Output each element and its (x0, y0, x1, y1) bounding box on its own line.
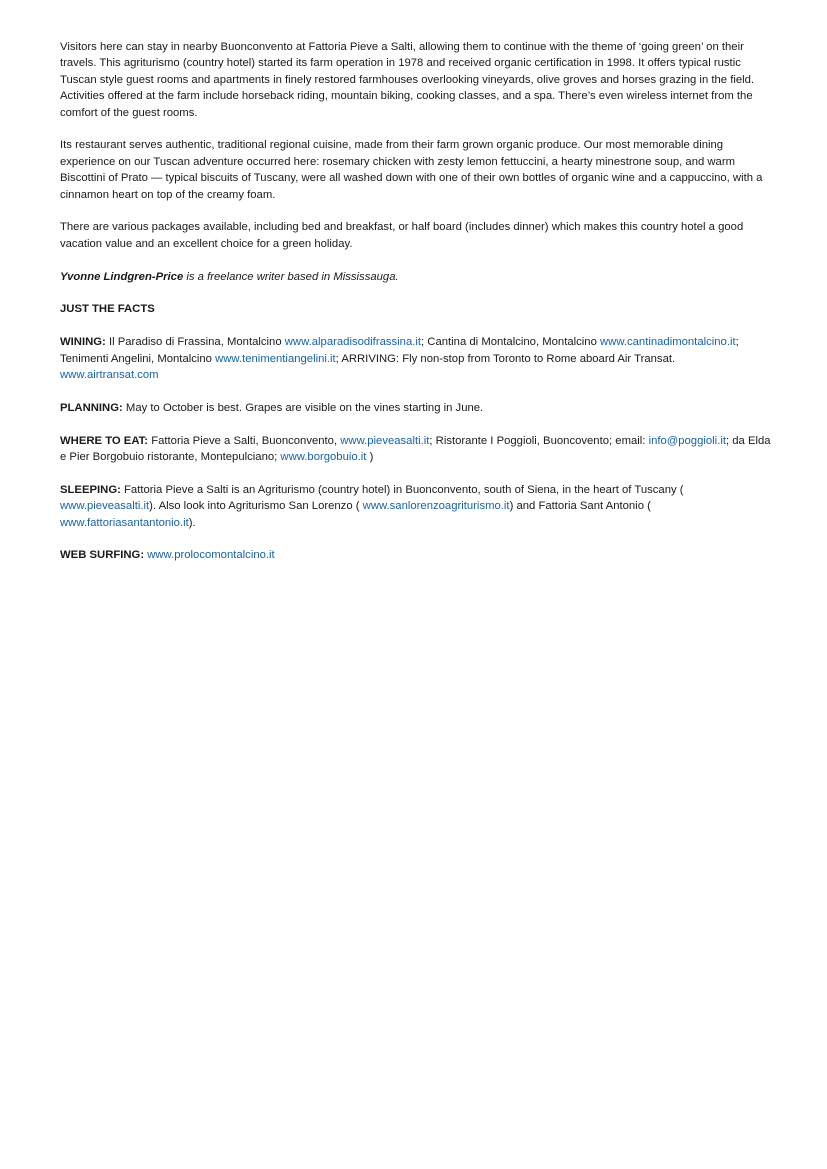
link-prolocomontalcino[interactable]: www.prolocomontalcino.it (147, 549, 275, 562)
author-byline (60, 269, 776, 285)
fact-wining (60, 334, 776, 383)
fact-label-web-surfing: WEB SURFING: (60, 549, 145, 562)
link-sanlorenzoagriturismo[interactable]: www.sanlorenzoagriturismo.it (362, 500, 510, 513)
fact-label-wining: WINING: (60, 336, 106, 349)
author-name: Yvonne Lindgren-Price (60, 270, 184, 283)
link-cantinadimontalcino[interactable]: www.cantinadimontalcino.it (600, 336, 736, 349)
fact-text: ) (366, 451, 374, 464)
fact-label-where-to-eat: WHERE TO EAT: (60, 434, 149, 447)
link-tenimentiangelini[interactable]: www.tenimentiangelini.it (215, 352, 336, 365)
fact-text: ). Also look into Agriturismo San Lorenzo ( (149, 500, 363, 513)
fact-text: ; ARRIVING: Fly non-stop from Toronto to Rome aboard Air Transat. (335, 352, 676, 365)
fact-text: ; da Elda e Pier Borgobuio ristorante, Montepulciano; (60, 434, 771, 464)
link-email-poggioli[interactable]: info@poggioli.it (648, 434, 726, 447)
fact-text: ; Tenimenti Angelini, Montalcino (60, 336, 739, 365)
paragraph-restaurant: Its restaurant serves authentic, traditional regional cuisine, made from their farm grown organic produce. Our most memorable dining experience on our Tuscan adventure occurred here: rosemary chicken with zesty lemon fettuccini, a hearty minestrone soup, and warm Biscottini of Prato — typical biscuits of Tuscany, were all washed down with one of their own bottles of organic wine and a cappuccino, with a cinnamon heart on top of the creamy foam. (60, 139, 763, 201)
fact-text: Il Paradiso di Frassina, Montalcino (105, 336, 285, 349)
fact-text: Fattoria Pieve a Salti, Buonconvento, (148, 434, 341, 447)
link-alparadisodifrassina[interactable]: www.alparadisodifrassina.it (284, 336, 422, 349)
fact-web-surfing (60, 547, 776, 563)
fact-label-planning: PLANNING: (60, 401, 123, 414)
article-body (60, 39, 776, 580)
fact-sleeping (60, 482, 776, 531)
paragraph-accommodation: Visitors here can stay in nearby Buonconvento at Fattoria Pieve a Salti, allowing them to continue with the theme of ‘going green’ on their travels. This agriturismo (country hotel) started its farm operation in 1978 and received organic certification in 1998. It offers typical rustic Tuscan style guest rooms and apartments in finely restored farmhouses overlooking vineyards, olive groves and horses grazing in the field. Activities offered at the farm include horseback riding, mountain biking, cooking classes, and a spa. There’s even wireless internet from the comfort of the guest rooms. (60, 41, 755, 119)
fact-text: ) and Fattoria Sant Antonio ( (509, 500, 651, 513)
paragraph-packages: There are various packages available, including bed and breakfast, or half board (includes dinner) which makes this country hotel a good vacation value and an excellent choice for a green holiday. (60, 221, 744, 250)
fact-text: May to October is best. Grapes are visible on the vines starting in June. (122, 401, 484, 414)
link-airtransat[interactable]: www.airtransat.com (60, 369, 159, 382)
link-fattoriasantantonio[interactable]: www.fattoriasantantonio.it (60, 516, 189, 529)
link-borgobuio[interactable]: www.borgobuio.it (280, 451, 367, 464)
link-pieveasalti[interactable]: www.pieveasalti.it (340, 434, 430, 447)
fact-where-to-eat (60, 433, 776, 466)
fact-text: ). (188, 516, 196, 529)
fact-label-sleeping: SLEEPING: (60, 483, 121, 496)
fact-text: ; Ristorante I Poggioli, Buoncovento; email: (429, 434, 649, 447)
fact-text: Fattoria Pieve a Salti is an Agriturismo (country hotel) in Buonconvento, south of Siena, in the heart of Tuscany ( (120, 483, 684, 496)
facts-heading-text: JUST THE FACTS (60, 303, 155, 316)
fact-planning (60, 400, 776, 416)
author-description: is a freelance writer based in Mississauga. (183, 270, 399, 283)
link-pieveasalti-2[interactable]: www.pieveasalti.it (60, 500, 150, 513)
fact-text: ; Cantina di Montalcino, Montalcino (421, 336, 600, 349)
facts-heading (60, 301, 776, 317)
